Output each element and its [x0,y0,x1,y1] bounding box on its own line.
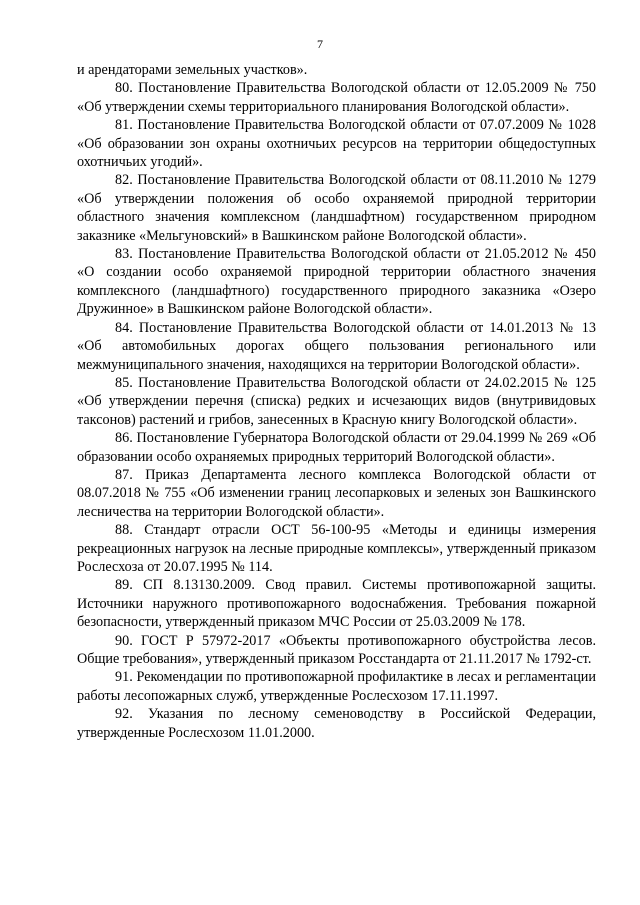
list-item: 91. Рекомендации по противопожарной профилактике в лесах и регламентации работы лесопожарных служб, утвержденные Рослесхозом 17.11.1997. [77,669,596,704]
list-item: 90. ГОСТ Р 57972-2017 «Объекты противопожарного обустройства лесов. Общие требования», утвержденный приказом Росстандарта от 21.11.2017 № 1792-ст. [77,632,596,667]
list-item: 81. Постановление Правительства Вологодской области от 07.07.2009 № 1028 «Об образовании зон охраны охотничьих ресурсов на территории общедоступных охотничьих угодий». [77,117,596,171]
page-number: 7 [317,37,323,51]
continuation-text: и арендаторами земельных участков». [77,62,308,78]
list-item: 89. СП 8.13130.2009. Свод правил. Системы противопожарной защиты. Источники наружного противопожарного водоснабжения. Требования пожарной безопасности, утвержденный приказом МЧС России от 25.03.2009 № 178. [77,577,596,631]
list-item: 80. Постановление Правительства Вологодской области от 12.05.2009 № 750 «Об утверждении схемы территориального планирования Вологодской области». [77,80,596,115]
list-item: 84. Постановление Правительства Вологодской области от 14.01.2013 № 13 «Об автомобильных дорогах общего пользования регионального или межмуниципального значения, находящихся на территории Вологодской области». [77,319,596,373]
list-item: 83. Постановление Правительства Вологодской области от 21.05.2012 № 450 «О создании особо охраняемой природной территории областного значения комплексного (ландшафтного) государственного природного заказника «Озеро Дружинное» в Вашкинском районе Вологодской области». [77,246,596,318]
list-item: 82. Постановление Правительства Вологодской области от 08.11.2010 № 1279 «Об утверждении положения об особо охраняемой природной территории областного значения комплексном (ландшафтном) государственном природном заказнике «Мельгуновский» в Вашкинском районе Вологодской области». [77,172,596,244]
list-item: 86. Постановление Губернатора Вологодской области от 29.04.1999 № 269 «Об образовании особо охраняемых природных территорий Вологодской области». [77,430,596,465]
list-item: 87. Приказ Департамента лесного комплекса Вологодской области от 08.07.2018 № 755 «Об изменении границ лесопарковых и зеленых зон Вашкинского лесничества на территории Вологодской области». [77,466,596,520]
list-item: 92. Указания по лесному семеноводству в Российской Федерации, утвержденные Рослесхозом 11.01.2000. [77,706,596,741]
list-item: 88. Стандарт отрасли ОСТ 56-100-95 «Методы и единицы измерения рекреационных нагрузок на лесные природные комплексы», утвержденный приказом Рослесхоза от 20.07.1995 № 114. [77,522,596,575]
document-body [77,61,596,742]
list-item: 85. Постановление Правительства Вологодской области от 24.02.2015 № 125 «Об утверждении перечня (списка) редких и исчезающих видов (внутривидовых таксонов) растений и грибов, занесенных в Красную книгу Вологодской области». [77,374,596,428]
